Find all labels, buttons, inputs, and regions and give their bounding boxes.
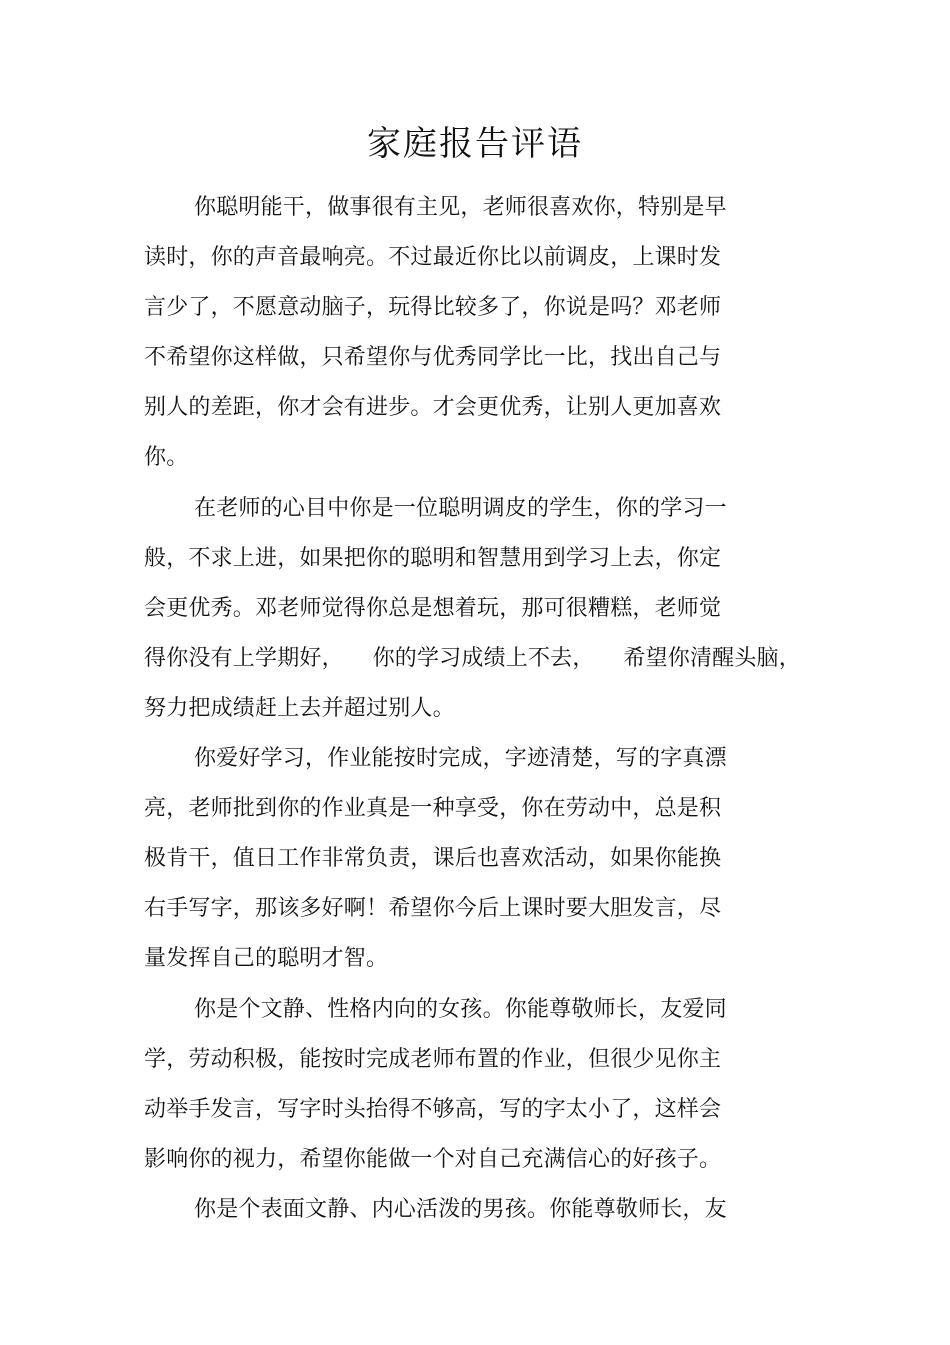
text-line: 言少了，不愿意动脑子，玩得比较多了，你说是吗？邓老师 bbox=[144, 295, 722, 321]
paragraph-4 bbox=[144, 985, 824, 1185]
text-line: 读时，你的声音最响亮。不过最近你比以前调皮，上课时发 bbox=[144, 245, 722, 271]
text-line: 你是个文静、性格内向的女孩。你能尊敬师长，友爱同 bbox=[194, 996, 727, 1022]
paragraph-3 bbox=[144, 734, 824, 984]
text-line: 你是个表面文静、内心活泼的男孩。你能尊敬师长，友 bbox=[194, 1196, 727, 1222]
paragraph-5 bbox=[144, 1185, 824, 1235]
text-line: 努力把成绩赶上去并超过别人。 bbox=[144, 695, 455, 721]
text-line: 在老师的心目中你是一位聪明调皮的学生，你的学习一 bbox=[194, 495, 727, 521]
text-line: 你聪明能干，做事很有主见，老师很喜欢你，特别是早 bbox=[194, 195, 727, 220]
text-line: 量发挥自己的聪明才智。 bbox=[144, 946, 389, 972]
paragraph-1 bbox=[144, 183, 824, 484]
text-line: 影响你的视力，希望你能做一个对自己充满信心的好孩子。 bbox=[144, 1146, 722, 1172]
document-body bbox=[144, 183, 824, 1235]
text-line: 不希望你这样做，只希望你与优秀同学比一比，找出自己与 bbox=[144, 345, 722, 371]
document-title: 家庭报告评语 bbox=[367, 124, 583, 164]
text-line: 右手写字，那该多好啊！希望你今后上课时要大胆发言，尽 bbox=[144, 896, 722, 922]
text-line: 极肯干，值日工作非常负责，课后也喜欢活动，如果你能换 bbox=[144, 846, 722, 872]
text-line: 你爱好学习，作业能按时完成，字迹清楚，写的字真漂 bbox=[194, 746, 727, 772]
text-line: 别人的差距，你才会有进步。才会更优秀，让别人更加喜欢 bbox=[144, 395, 722, 421]
paragraph-2 bbox=[144, 484, 824, 734]
text-line: 动举手发言，写字时头抬得不够高，写的字太小了，这样会 bbox=[144, 1096, 722, 1122]
text-line: 般，不求上进，如果把你的聪明和智慧用到学习上去，你定 bbox=[144, 545, 722, 571]
text-line: 会更优秀。邓老师觉得你总是想着玩，那可很糟糕，老师觉 bbox=[144, 595, 722, 621]
text-line: 你。 bbox=[144, 445, 189, 471]
text-line: 学，劳动积极，能按时完成老师布置的作业，但很少见你主 bbox=[144, 1046, 722, 1072]
text-line: 亮，老师批到你的作业真是一种享受，你在劳动中，总是积 bbox=[144, 796, 722, 822]
text-line: 得你没有上学期好， 你的学习成绩上不去， 希望你清醒头脑， bbox=[144, 645, 801, 671]
